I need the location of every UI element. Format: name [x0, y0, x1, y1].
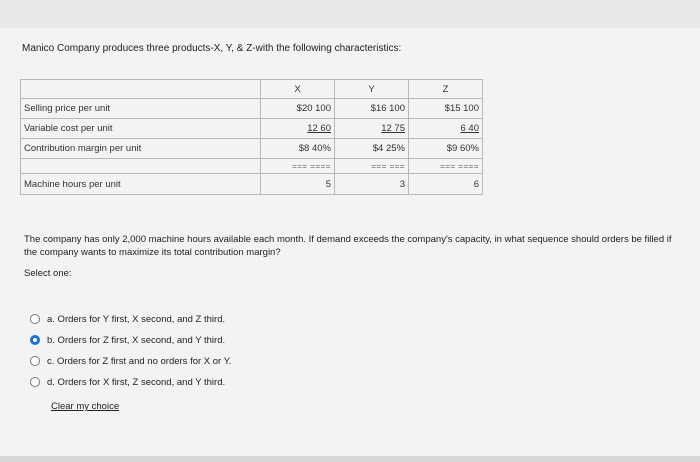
question-card [0, 28, 700, 456]
cell-y: 3 [335, 174, 409, 195]
radio-selected-icon[interactable] [30, 335, 40, 345]
option-label: b. Orders for Z first, X second, and Y third. [47, 334, 226, 346]
option-a[interactable] [30, 312, 225, 326]
radio-icon[interactable] [30, 314, 40, 324]
cell-y: 12 75 [335, 119, 409, 139]
question-text: The company has only 2,000 machine hours available each month. If demand exceeds the company's capacity, in what sequence should orders be filled if the company wants to maximize its total contribution margin? [24, 234, 672, 258]
product-table [20, 79, 483, 195]
table-row [21, 139, 483, 159]
cell-z: $15 100 [409, 99, 483, 119]
option-d[interactable] [30, 375, 225, 389]
table-row [21, 119, 483, 139]
table-header-row [21, 80, 483, 99]
option-label: a. Orders for Y first, X second, and Z third. [47, 313, 226, 325]
row-label: Machine hours per unit [21, 174, 261, 195]
separator-x: === ==== [261, 159, 335, 174]
header-x: X [261, 80, 335, 99]
separator-row [21, 159, 483, 174]
intro-text: Manico Company produces three products-X, Y, & Z-with the following characteristics: [22, 43, 402, 54]
cell-x: 5 [261, 174, 335, 195]
row-label: Variable cost per unit [21, 119, 261, 139]
header-y: Y [335, 80, 409, 99]
option-label: d. Orders for X first, Z second, and Y third. [47, 376, 226, 388]
cell-y: $16 100 [335, 99, 409, 119]
option-label: c. Orders for Z first and no orders for X or Y. [47, 355, 232, 367]
row-label: Selling price per unit [21, 99, 261, 119]
bottom-divider [0, 456, 700, 462]
radio-icon[interactable] [30, 356, 40, 366]
cell-x: 12 60 [261, 119, 335, 139]
separator-y: === === [335, 159, 409, 174]
separator-z: === ==== [409, 159, 483, 174]
clear-choice-link[interactable]: Clear my choice [51, 401, 120, 412]
option-b[interactable] [30, 333, 225, 347]
machine-hours-row [21, 174, 483, 195]
cell-z: 6 [409, 174, 483, 195]
select-one-label: Select one: [24, 268, 72, 279]
table-row [21, 99, 483, 119]
separator-blank [21, 159, 261, 174]
radio-icon[interactable] [30, 377, 40, 387]
header-z: Z [409, 80, 483, 99]
row-label: Contribution margin per unit [21, 139, 261, 159]
cell-y: $4 25% [335, 139, 409, 159]
cell-z: 6 40 [409, 119, 483, 139]
cell-x: $20 100 [261, 99, 335, 119]
option-c[interactable] [30, 354, 231, 368]
cell-x: $8 40% [261, 139, 335, 159]
header-blank [21, 80, 261, 99]
cell-z: $9 60% [409, 139, 483, 159]
